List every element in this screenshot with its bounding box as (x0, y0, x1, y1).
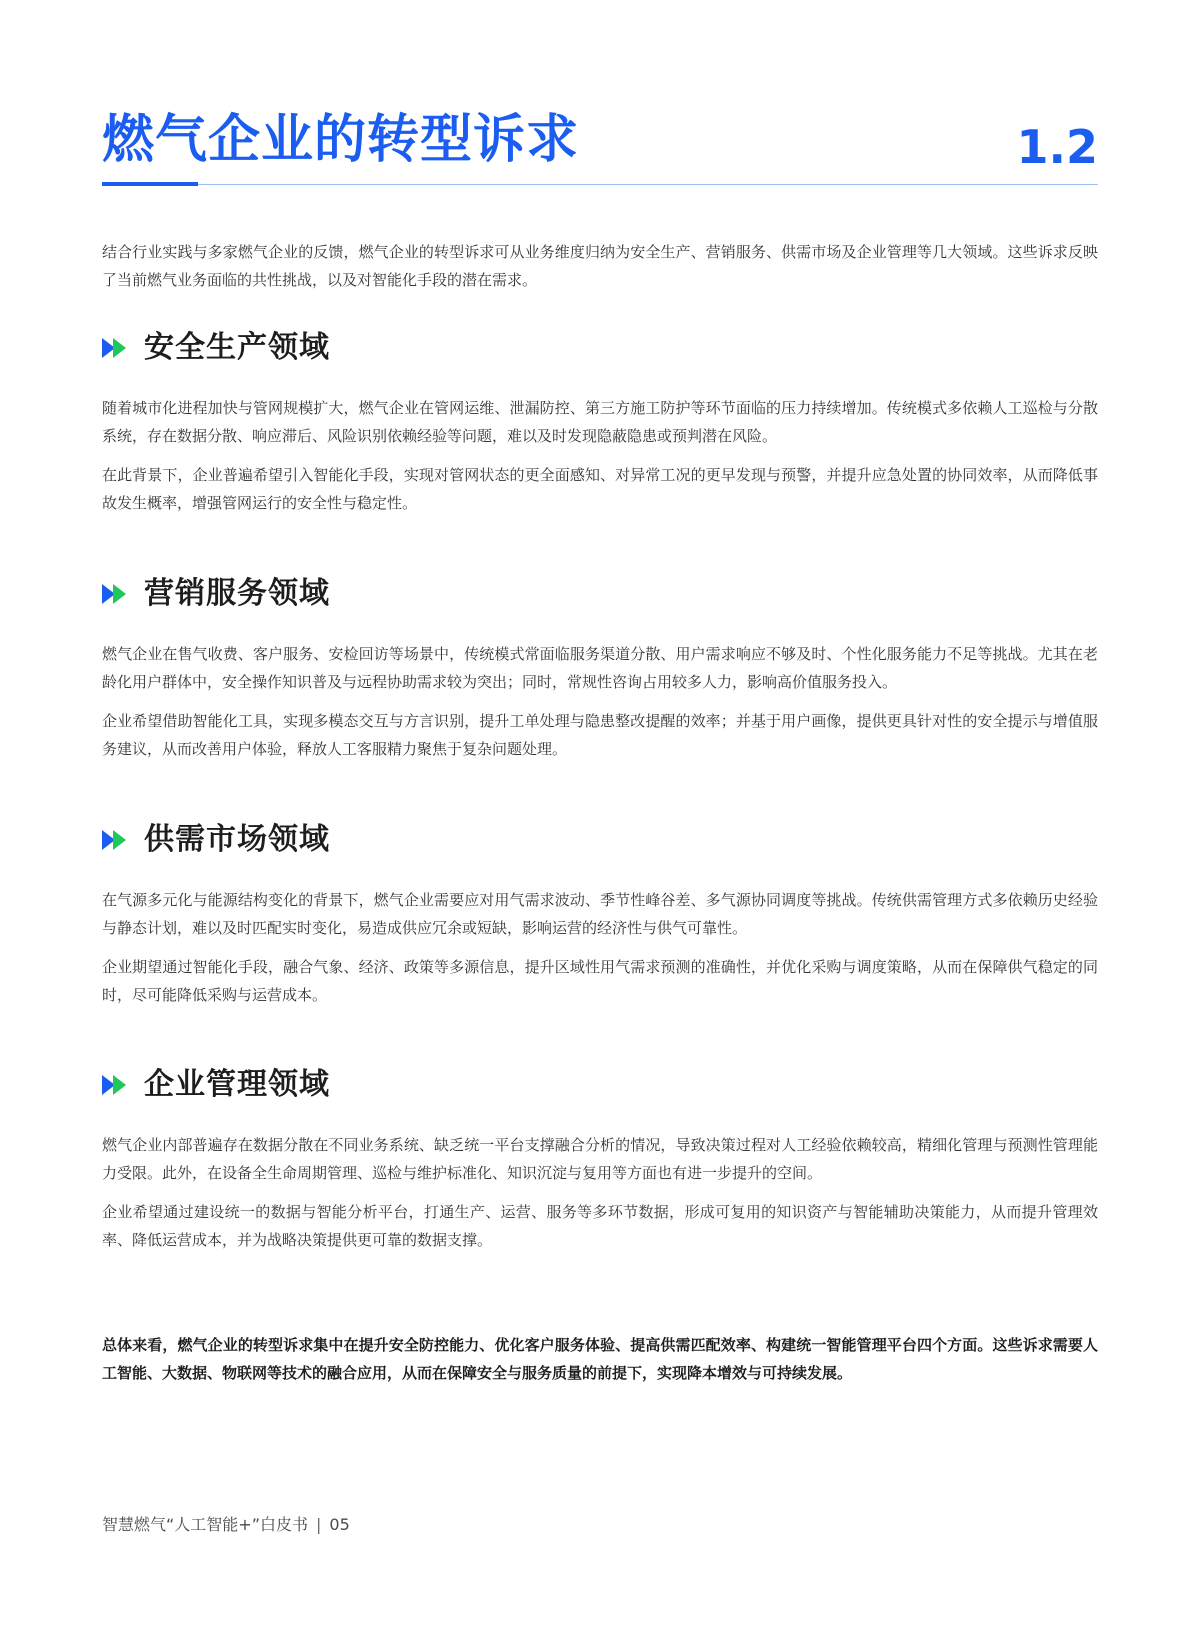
section-heading (102, 1063, 1098, 1107)
double-chevron-right-icon (102, 828, 132, 852)
double-chevron-right-icon (102, 1073, 132, 1097)
chapter-header (102, 100, 1098, 200)
footer-separator: | (316, 1515, 322, 1534)
section-paragraph: 在此背景下，企业普遍希望引入智能化手段，实现对管网状态的更全面感知、对异常工况的更早发现与预警，并提升应急处置的协同效率，从而降低事故发生概率，增强管网运行的安全性与稳定性。 (102, 466, 1098, 512)
section-title: 供需市场领域 (144, 822, 330, 857)
section-heading (102, 572, 1098, 616)
section-title: 营销服务领域 (144, 576, 330, 611)
section-paragraph: 燃气企业内部普遍存在数据分散在不同业务系统、缺乏统一平台支撑融合分析的情况，导致决策过程对人工经验依赖较高，精细化管理与预测性管理能力受限。此外，在设备全生命周期管理、巡检与维护标准化、知识沉淀与复用等方面也有进一步提升的空间。 (102, 1136, 1098, 1182)
chapter-number: 1.2 (1016, 120, 1098, 174)
footer-page-number: 05 (329, 1515, 350, 1534)
double-chevron-right-icon (102, 582, 132, 606)
section-paragraph: 燃气企业在售气收费、客户服务、安检回访等场景中，传统模式常面临服务渠道分散、用户需求响应不够及时、个性化服务能力不足等挑战。尤其在老龄化用户群体中，安全操作知识普及与远程协助需求较为突出；同时，常规性咨询占用较多人力，影响高价值服务投入。 (102, 645, 1098, 691)
section-paragraph: 企业希望通过建设统一的数据与智能分析平台，打通生产、运营、服务等多环节数据，形成可复用的知识资产与智能辅助决策能力，从而提升管理效率、降低运营成本，并为战略决策提供更可靠的数据支撑。 (102, 1203, 1098, 1249)
page-footer (102, 1512, 350, 1535)
footer-doc-title: 智慧燃气“人工智能+”白皮书 (102, 1515, 308, 1534)
section-paragraph: 企业期望通过智能化手段，融合气象、经济、政策等多源信息，提升区域性用气需求预测的准确性，并优化采购与调度策略，从而在保障供气稳定的同时，尽可能降低采购与运营成本。 (102, 958, 1098, 1004)
intro-block (102, 238, 1098, 305)
section-heading (102, 326, 1098, 370)
summary-paragraph: 总体来看，燃气企业的转型诉求集中在提升安全防控能力、优化客户服务体验、提高供需匹配效率、构建统一智能管理平台四个方面。这些诉求需要人工智能、大数据、物联网等技术的融合应用，从而在保障安全与服务质量的前提下，实现降本增效与可持续发展。 (102, 1336, 1098, 1382)
section-paragraph: 企业希望借助智能化工具，实现多模态交互与方言识别，提升工单处理与隐患整改提醒的效率；并基于用户画像，提供更具针对性的安全提示与增值服务建议，从而改善用户体验，释放人工客服精力聚焦于复杂问题处理。 (102, 712, 1098, 758)
header-divider (102, 184, 1098, 185)
header-divider-accent (102, 182, 198, 186)
intro-paragraph: 结合行业实践与多家燃气企业的反馈，燃气企业的转型诉求可从业务维度归纳为安全生产、营销服务、供需市场及企业管理等几大领域。这些诉求反映了当前燃气业务面临的共性挑战，以及对智能化手段的潜在需求。 (102, 243, 1098, 289)
page-title: 燃气企业的转型诉求 (102, 110, 580, 170)
section-safety-production (102, 326, 1098, 528)
section-title: 安全生产领域 (144, 330, 330, 365)
section-paragraph: 随着城市化进程加快与管网规模扩大，燃气企业在管网运维、泄漏防控、第三方施工防护等环节面临的压力持续增加。传统模式多依赖人工巡检与分散系统，存在数据分散、响应滞后、风险识别依赖经验等问题，难以及时发现隐蔽隐患或预判潜在风险。 (102, 399, 1098, 445)
section-heading (102, 818, 1098, 862)
double-chevron-right-icon (102, 336, 132, 360)
section-paragraph: 在气源多元化与能源结构变化的背景下，燃气企业需要应对用气需求波动、季节性峰谷差、多气源协同调度等挑战。传统供需管理方式多依赖历史经验与静态计划，难以及时匹配实时变化，易造成供应冗余或短缺，影响运营的经济性与供气可靠性。 (102, 891, 1098, 937)
section-title: 企业管理领域 (144, 1067, 330, 1102)
section-enterprise-management (102, 1063, 1098, 1265)
section-marketing-service (102, 572, 1098, 774)
section-supply-demand-market (102, 818, 1098, 1020)
